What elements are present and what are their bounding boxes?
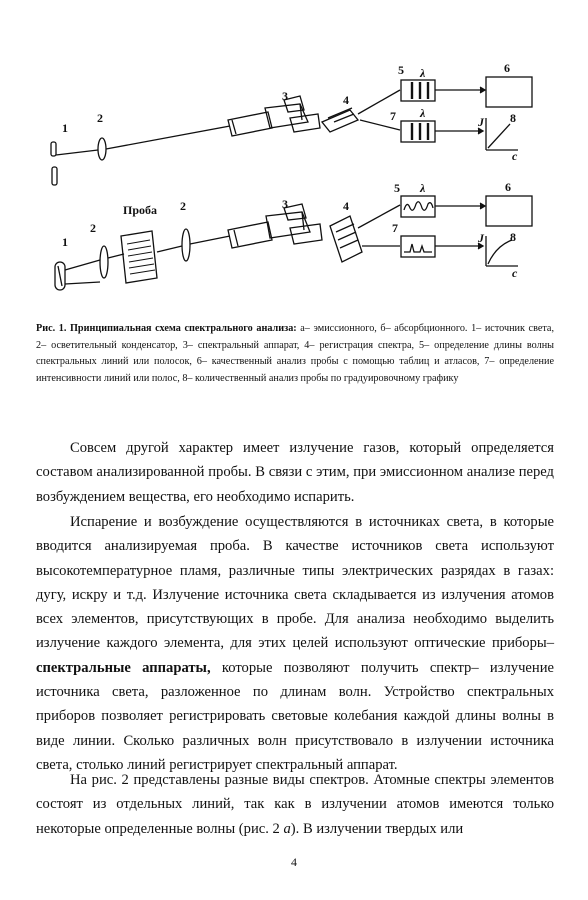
label-bottom-4: 4 — [343, 199, 349, 213]
label-top-2: 2 — [97, 111, 103, 125]
spectrum-recorder-top — [322, 108, 358, 132]
condenser-lens-top — [98, 138, 106, 160]
paragraph-1: Совсем другой характер имеет излучение газов, который определяется составом анализированной пробы. В связи с этим, при эмиссионном анализе перед возбуждением вещества, его необходимо испарить. — [36, 440, 554, 505]
paragraph-2-text-b: которые позволяют получить спектр– излучение источника света, разложенное по длинам волн. Устройство спектральных приборов позволяет регистрировать световые колебания каждой длины волны в виде линии. Сколько различных волн присутствовало в излучении источника света, столько линий регистрирует спектральный аппарат. — [36, 659, 554, 773]
lambda-top-2: λ — [420, 106, 426, 120]
label-top-4: 4 — [343, 93, 349, 107]
spectral-apparatus-top — [228, 96, 320, 136]
paragraph-2-text-a: Испарение и возбуждение осуществляются в источниках света, в которые вводится анализируемая проба. В качестве источников света используют высокотемпературное пламя, различные типы электрических разрядах в газах: дугу, искру и т.д. Излучение источника света складывается из излучения атомов всех элементов, присутствующих в пробе. Для анализа необходимо выделить излучение каждого элемента, для этих целей используют оптические приборы– — [36, 514, 554, 652]
figure-caption — [36, 321, 554, 387]
label-bottom-2: 2 — [90, 221, 96, 235]
paragraph-2-bold: спектральные аппараты, — [36, 659, 211, 676]
label-bottom-8: 8 — [510, 230, 516, 244]
label-top-6: 6 — [504, 61, 510, 75]
conc-top: c — [512, 149, 518, 163]
intensity-box-top — [401, 121, 435, 142]
label-top-5: 5 — [398, 63, 404, 77]
page-number: 4 — [291, 855, 297, 869]
condenser-lens-bottom — [100, 246, 108, 278]
label-top-3: 3 — [282, 89, 288, 103]
qualitative-box-top — [486, 77, 532, 107]
spectral-apparatus-bottom — [228, 204, 322, 248]
paragraph-3 — [36, 768, 554, 841]
paragraph-3-text-a: На рис. 2 представлены разные виды спектров. Атомные спектры элементов состоят из отдельных линий, так как в излучении атомов имеются только некоторые определенные волны (рис. 2 — [36, 772, 554, 837]
spectrum-recorder-bottom — [330, 216, 362, 262]
wavelength-box-top — [401, 80, 435, 101]
intensity-box-bottom — [401, 236, 435, 257]
label-bottom-3: 3 — [282, 197, 288, 211]
sample-cell — [121, 231, 157, 283]
spectral-analysis-figure — [0, 0, 588, 318]
label-top-8: 8 — [510, 111, 516, 125]
label-bottom-7: 7 — [392, 221, 398, 235]
paragraph-3-italic: а — [283, 820, 291, 837]
light-source-top — [51, 142, 56, 156]
paragraph-3-text-b: ). В излучении твердых или — [290, 820, 464, 837]
second-lens-bottom — [182, 229, 190, 261]
label-bottom-6: 6 — [505, 180, 511, 194]
wavelength-box-bottom — [401, 196, 435, 217]
caption-title: Рис. 1. Принципиальная схема спектрального анализа: — [36, 323, 297, 334]
label-bottom-2b: 2 — [180, 199, 186, 213]
intensity-bottom: J — [478, 231, 484, 245]
lambda-bottom: λ — [420, 181, 426, 195]
qualitative-box-bottom — [486, 196, 532, 226]
lambda-top: λ — [420, 66, 426, 80]
label-top-7: 7 — [390, 109, 396, 123]
intensity-top: J — [478, 115, 484, 129]
label-bottom-5: 5 — [394, 181, 400, 195]
caption-text: а– эмиссионного, б– абсорбционного. 1– источник света, 2– осветительный конденсатор, 3– спектральный аппарат, 4– регистрация спектра, 5– определение длины волны спектральных линий или полосок, 6– качественный анализ пробы с помощью таблиц и атласов, 7– определение интенсивности линий или полос, 8– количественный анализ пробы по градуировочному графику — [36, 323, 554, 384]
label-bottom-1: 1 — [62, 235, 68, 249]
conc-bottom: c — [512, 266, 518, 280]
sample-label: Проба — [123, 203, 158, 217]
paragraph-2 — [36, 510, 554, 777]
label-top-1: 1 — [62, 121, 68, 135]
